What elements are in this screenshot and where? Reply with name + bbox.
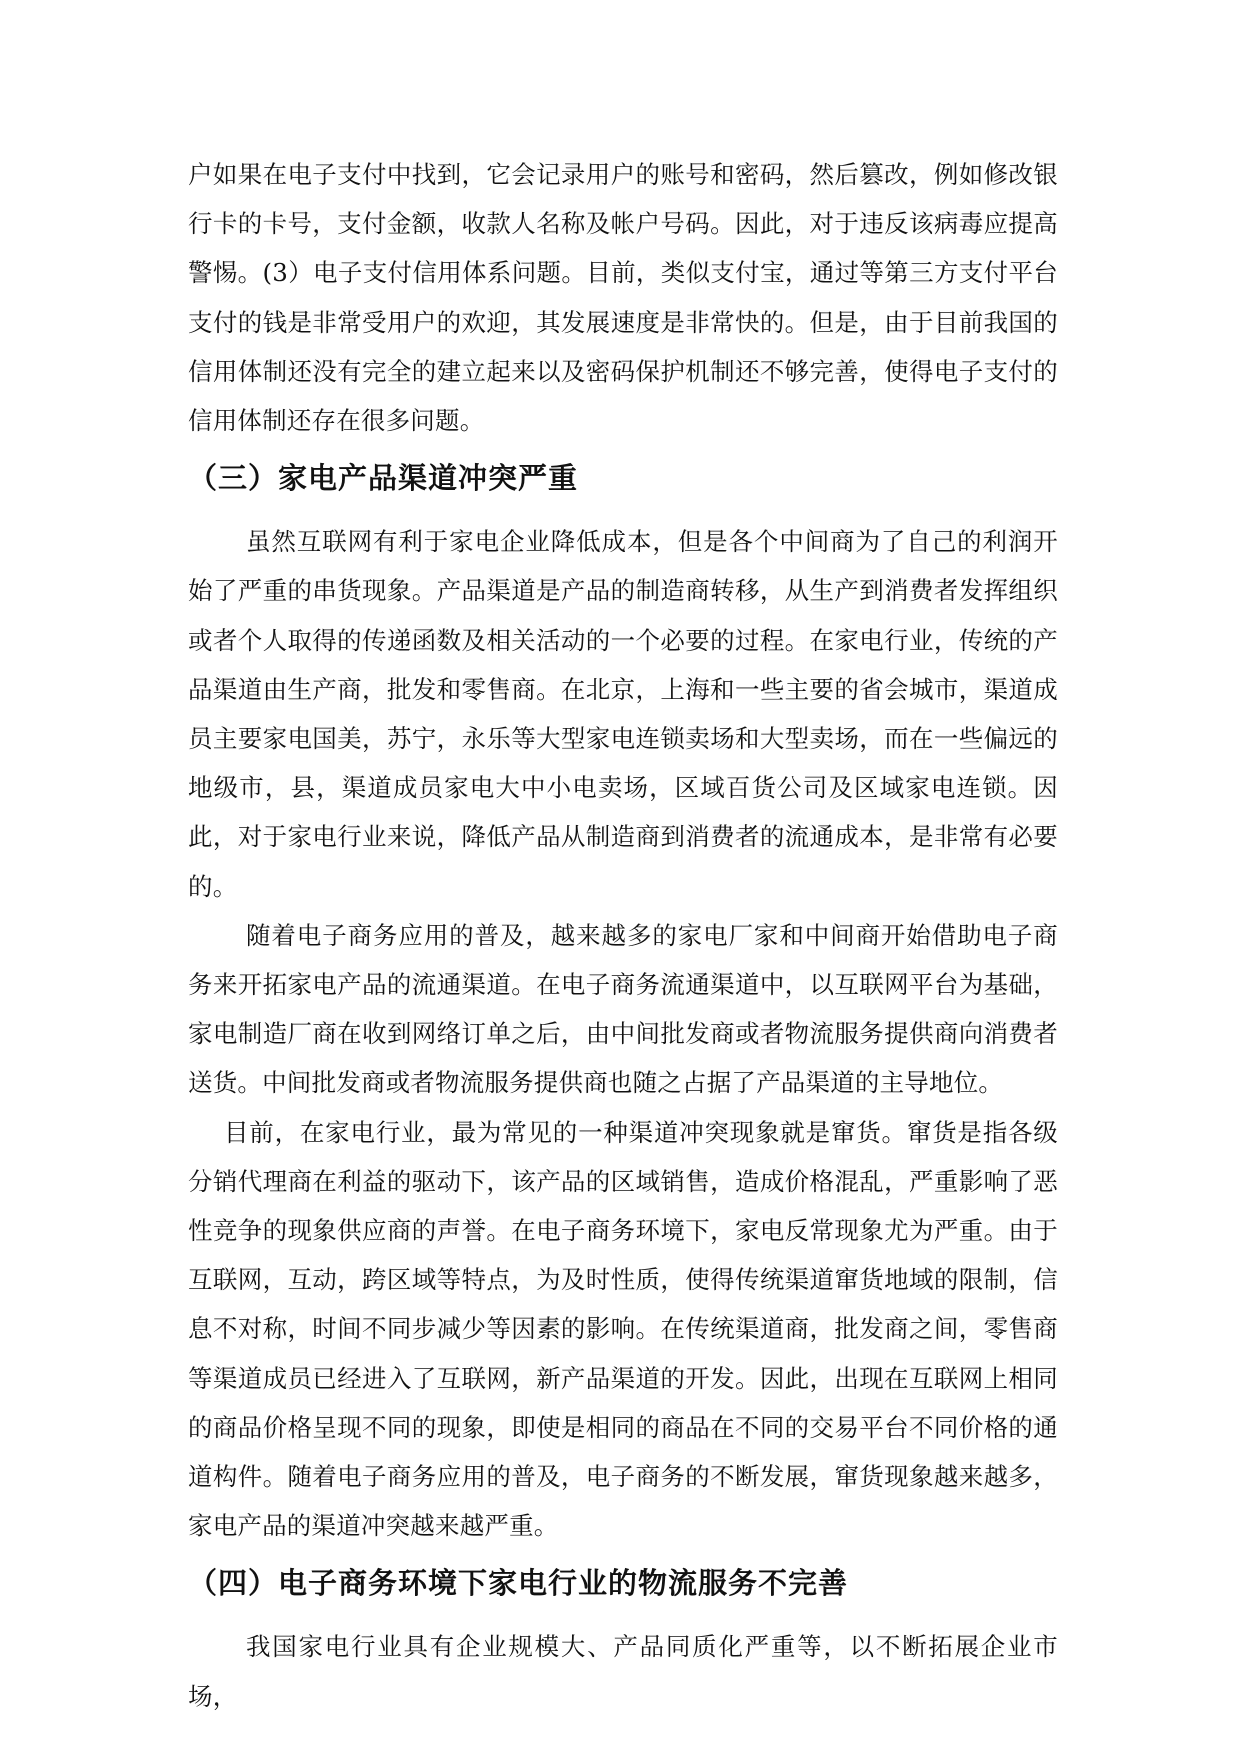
section-4-paragraph-1: 我国家电行业具有企业规模大、产品同质化严重等，以不断拓展企业市场， — [188, 1632, 1058, 1711]
section-3-paragraph-2: 随着电子商务应用的普及，越来越多的家电厂家和中间商开始借助电子商务来开拓家电产品的流通渠道。在电子商务流通渠道中，以互联网平台为基础，家电制造厂商在收到网络订单之后，由中间批发商或者物流服务提供商向消费者送货。中间批发商或者物流服务提供商也随之占据了产品渠道的主导地位。 — [188, 920, 1058, 1098]
section-3-paragraph-1: 虽然互联网有利于家电企业降低成本，但是各个中间商为了自己的利润开始了严重的串货现象。产品渠道是产品的制造商转移，从生产到消费者发挥组织或者个人取得的传递函数及相关活动的一个必要的过程。在家电行业，传统的产品渠道由生产商，批发和零售商。在北京，上海和一些主要的省会城市，渠道成员主要家电国美，苏宁，永乐等大型家电连锁卖场和大型卖场，而在一些偏远的地级市，县，渠道成员家电大中小电卖场，区域百货公司及区域家电连锁。因此，对于家电行业来说，降低产品从制造商到消费者的流通成本，是非常有必要的。 — [188, 527, 1058, 901]
intro-paragraph: 户如果在电子支付中找到，它会记录用户的账号和密码，然后篡改，例如修改银行卡的卡号，支付金额，收款人名称及帐户号码。因此，对于违反该病毒应提高警惕。(3）电子支付信用体系问题。目前，类似支付宝，通过等第三方支付平台支付的钱是非常受用户的欢迎，其发展速度是非常快的。但是，由于目前我国的信用体制还没有完全的建立起来以及密码保护机制还不够完善，使得电子支付的信用体制还存在很多问题。 — [188, 160, 1058, 436]
document-body — [188, 150, 1058, 1721]
section-3-paragraph-3: 目前，在家电行业，最为常见的一种渠道冲突现象就是窜货。窜货是指各级分销代理商在利益的驱动下，该产品的区域销售，造成价格混乱，严重影响了恶性竞争的现象供应商的声誉。在电子商务环境下，家电反常现象尤为严重。由于互联网，互动，跨区域等特点，为及时性质，使得传统渠道窜货地域的限制，信息不对称，时间不同步减少等因素的影响。在传统渠道商，批发商之间，零售商等渠道成员已经进入了互联网，新产品渠道的开发。因此，出现在互联网上相同的商品价格呈现不同的现象，即使是相同的商品在不同的交易平台不同价格的通道构件。随着电子商务应用的普及，电子商务的不断发展，窜货现象越来越多，家电产品的渠道冲突越来越严重。 — [188, 1117, 1058, 1541]
section-4-heading: （四）电子商务环境下家电行业的物流服务不完善 — [188, 1566, 849, 1601]
section-3-heading: （三）家电产品渠道冲突严重 — [188, 461, 579, 496]
